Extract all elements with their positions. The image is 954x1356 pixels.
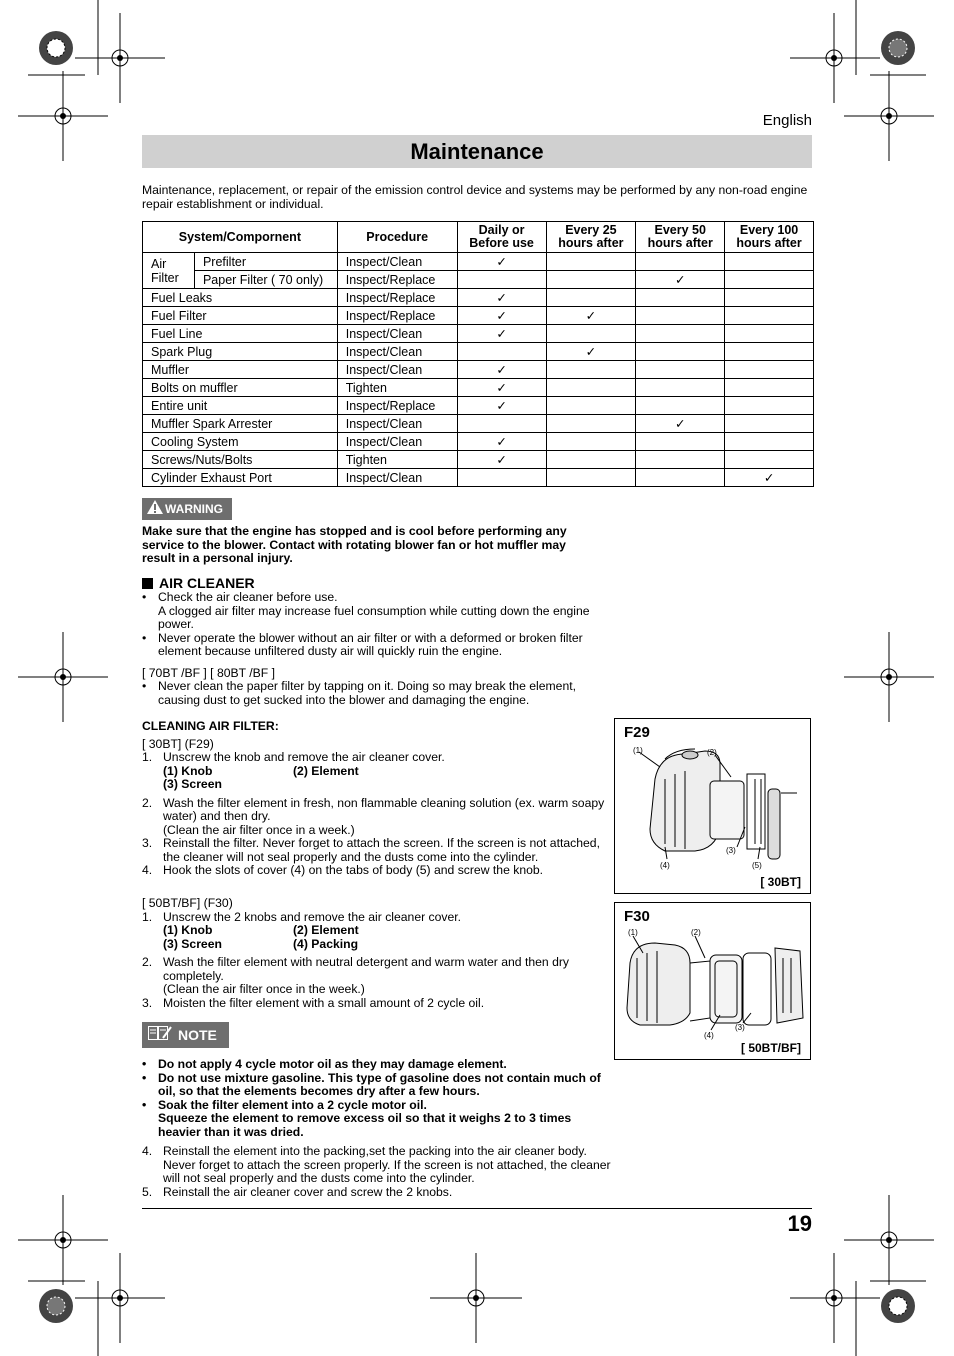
interval-cell [546,469,636,487]
list-item: • Check the air cleaner before use. A clogged air filter may increase fuel consumption while cutting down the engine power. [142,590,590,631]
intro-paragraph: Maintenance, replacement, or repair of the emission control device and systems may be performed by any non-road engine repair establishment or individual. [142,183,808,211]
table-row [143,397,814,415]
figure-caption: [ 30BT] [760,875,801,889]
step-text: Hook the slots of cover (4) on the tabs of body (5) and screw the knob. [163,863,544,877]
step-text: Wash the filter element in fresh, non flammable cleaning solution (ex. warm soapy water) and then dry. [163,795,605,823]
table-row [143,379,814,397]
interval-cell [725,325,814,343]
list-item: • Do not apply 4 cycle motor oil as they may damage element. [142,1057,507,1071]
language-label: English [762,112,812,129]
step-text: Wash the filter element with neutral detergent and warm water and then dry completely. [163,955,570,983]
interval-cell [457,397,546,415]
step-item: 2. Wash the filter element in fresh, non flammable cleaning solution (ex. warm soapy water) and then dry. (Clean the air filter once in a week.) [142,795,605,837]
interval-cell [457,451,546,469]
table-row [143,253,814,271]
figure-caption: [ 50BT/BF] [741,1041,801,1055]
table-row [143,271,814,289]
table-row [143,325,814,343]
procedure-cell: Inspect/Clean [337,433,457,451]
component-cell: Fuel Line [143,325,338,343]
check-mark-icon: ✓ [585,344,597,359]
procedure-cell: Inspect/Replace [337,271,457,289]
check-mark-icon: ✓ [496,380,507,395]
step-item: 5. Reinstall the air cleaner cover and screw the 2 knobs. [142,1184,453,1199]
interval-cell [457,343,546,361]
interval-cell [546,361,636,379]
interval-cell [725,397,814,415]
interval-cell [457,361,546,379]
note-label: NOTE [178,1027,217,1043]
table-row [143,415,814,433]
figure-f30 [614,902,811,1060]
procedure-cell: Inspect/Replace [337,307,457,325]
interval-cell [725,469,814,487]
cleaning-heading: CLEANING AIR FILTER: [142,719,279,733]
procedure-cell: Inspect/Clean [337,343,457,361]
table-row [143,433,814,451]
column-header: System/Compornent [143,222,338,253]
interval-cell [457,379,546,397]
component-cell: Muffler Spark Arrester [143,415,338,433]
callout-label: (4) [660,861,670,870]
interval-cell [636,253,725,271]
interval-cell [457,253,546,271]
step-text: Reinstall the element into the packing,set the packing into the air cleaner body. Never forget to attach the screen properly. If the screen is not attached, the cleaner will not seal properly and the dusts come into the cylinder. [163,1144,611,1185]
check-mark-icon: ✓ [496,434,507,449]
callout-label: (1) [633,746,643,755]
interval-cell [636,325,725,343]
interval-cell [546,343,636,361]
interval-cell [636,451,725,469]
interval-cell [636,361,725,379]
cleaning-section-b [142,897,612,1010]
interval-cell [546,415,636,433]
procedure-cell: Inspect/Clean [337,361,457,379]
air-cleaner-heading [142,575,255,591]
cleaning-section-a [142,720,612,878]
component-cell: Screws/Nuts/Bolts [143,451,338,469]
interval-cell [636,379,725,397]
part-label: (1) Knob [163,763,213,778]
interval-cell [457,415,546,433]
figure-f29 [614,718,811,894]
model-reference: [ 30BT] (F29) [142,736,214,751]
interval-cell [636,307,725,325]
procedure-cell: Tighten [337,379,457,397]
note-text: Soak the filter element into a 2 cycle motor oil. [158,1097,427,1112]
interval-cell [636,397,725,415]
callout-label: (5) [752,861,762,870]
parts-list [163,924,612,951]
column-header: Procedure [337,222,457,253]
step-item: 3. Reinstall the filter. Never forget to attach the screen. If the screen is not attached, the cleaner will not seal properly and the dusts come into the cylinder. [142,836,600,864]
maintenance-schedule-table [142,221,814,487]
step-text: Reinstall the air cleaner cover and screw the 2 knobs. [163,1184,453,1199]
page-number: 19 [787,1211,812,1236]
interval-cell [725,415,814,433]
check-mark-icon: ✓ [496,290,507,305]
air-cleaner-heading-text: AIR CLEANER [159,575,255,591]
note-text: Do not use mixture gasoline. This type of gasoline does not contain much of oil, so that the elements becomes dry after a few hours. [158,1070,601,1098]
interval-cell [725,307,814,325]
step-item: 2. Wash the filter element with neutral detergent and warm water and then dry completely. (Clean the air filter once in the week.) [142,955,570,996]
step-text: Moisten the filter element with a small amount of 2 cycle oil. [163,995,485,1010]
interval-cell [636,271,725,289]
page-title: Maintenance [142,135,812,168]
bullet-text: Never operate the blower without an air filter or with a deformed or broken filter element because unfiltered dusty air will quickly ruin the engine. [158,630,583,658]
interval-cell [457,433,546,451]
air-cleaner-bullets [142,591,612,707]
parts-list [163,765,612,792]
step-text: Unscrew the knob and remove the air cleaner cover. [163,750,445,764]
interval-cell [546,289,636,307]
interval-cell [457,469,546,487]
table-header-row [143,222,814,253]
bullet-text: Check the air cleaner before use. [158,590,338,604]
callout-label: (2) [691,928,701,937]
list-item: • Do not use mixture gasoline. This type of gasoline does not contain much of oil, so that the elements becomes dry after a few hours. [142,1070,601,1098]
component-cell: Prefilter [194,253,337,271]
interval-cell [457,289,546,307]
table-row [143,307,814,325]
part-label: (3) Screen [163,777,222,791]
column-header: Daily or Before use [457,222,546,253]
procedure-cell: Inspect/Clean [337,325,457,343]
interval-cell [636,469,725,487]
callout-label: (3) [735,1023,745,1032]
interval-cell [546,271,636,289]
component-cell: Cooling System [143,433,338,451]
check-mark-icon: ✓ [763,470,775,485]
list-item: • Soak the filter element into a 2 cycle motor oil. Squeeze the element to remove excess oil so that it weighs 2 to 3 times heavier than it was dried. [142,1097,572,1139]
component-cell: Cylinder Exhaust Port [143,469,338,487]
table-row [143,469,814,487]
interval-cell [546,397,636,415]
table-row [143,343,814,361]
warning-triangle-icon [147,499,163,521]
figure-title: F30 [624,908,650,925]
step-item: 1. Unscrew the knob and remove the air cleaner cover. (1) Knob (2) Element (3) Screen [142,751,612,792]
component-cell: Fuel Leaks [143,289,338,307]
step-item: 1. Unscrew the 2 knobs and remove the air cleaner cover. (1) Knob (2) Element (3) Screen (4) Packing [142,911,612,952]
interval-cell [457,271,546,289]
callout-label: (3) [726,846,736,855]
step-item: 4. Hook the slots of cover (4) on the tabs of body (5) and screw the knob. [142,863,544,877]
part-label: (2) Element [293,923,359,937]
interval-cell [725,289,814,307]
check-mark-icon: ✓ [496,362,507,377]
model-reference: [ 70BT /BF ] [ 80BT /BF ] [142,665,275,680]
model-reference: [ 50BT/BF] (F30) [142,896,233,910]
procedure-cell: Inspect/Replace [337,397,457,415]
interval-cell [636,289,725,307]
part-label: (3) Screen [163,936,222,951]
warning-badge [142,498,232,520]
interval-cell [725,361,814,379]
interval-cell [546,451,636,469]
interval-cell [636,415,725,433]
table-row [143,289,814,307]
procedure-cell: Inspect/Replace [337,289,457,307]
check-mark-icon: ✓ [496,452,507,467]
bullet-text: Never clean the paper filter by tapping on it. Doing so may break the element, causing dust to get sucked into the blower and damaging the engine. [158,679,576,707]
check-mark-icon: ✓ [496,254,507,269]
interval-cell [457,325,546,343]
procedure-cell: Inspect/Clean [337,415,457,433]
check-mark-icon: ✓ [496,308,507,323]
list-item: • Never operate the blower without an air filter or with a deformed or broken filter element because unfiltered dusty air will quickly ruin the engine. [142,630,583,658]
note-text: Squeeze the element to remove excess oil so that it weighs 2 to 3 times heavier than it was dried. [158,1111,572,1139]
list-item: • Never clean the paper filter by tapping on it. Doing so may break the element, causing dust to get sucked into the blower and damaging the engine. [142,679,576,707]
table-row [143,361,814,379]
check-mark-icon: ✓ [674,272,686,287]
callout-label: (2) [707,748,717,757]
interval-cell [636,343,725,361]
step-text: (Clean the air filter once in a week.) [163,822,355,837]
figure-title: F29 [624,724,650,741]
warning-label: WARNING [165,502,223,516]
interval-cell [546,433,636,451]
interval-cell [636,433,725,451]
table-row [143,451,814,469]
interval-cell [725,253,814,271]
component-cell: Fuel Filter [143,307,338,325]
air-filter-group-cell: Air Filter [143,253,195,289]
column-header: Every 25 hours after [546,222,636,253]
check-mark-icon: ✓ [585,308,597,323]
part-label: (2) Element [293,763,359,778]
interval-cell [457,307,546,325]
interval-cell [725,379,814,397]
step-text: Reinstall the filter. Never forget to attach the screen. If the screen is not attached, the cleaner will not seal properly and the dusts come into the cylinder. [163,836,600,864]
part-label: (1) Knob [163,923,213,937]
interval-cell [725,343,814,361]
note-text: Do not apply 4 cycle motor oil as they may damage element. [158,1057,507,1071]
callout-label: (1) [628,928,638,937]
book-pencil-icon [148,1023,172,1049]
interval-cell [546,307,636,325]
interval-cell [546,253,636,271]
component-cell: Entire unit [143,397,338,415]
step-text: Unscrew the 2 knobs and remove the air cleaner cover. [163,909,462,924]
component-cell: Bolts on muffler [143,379,338,397]
step-item: 4. Reinstall the element into the packing,set the packing into the air cleaner body. Never forget to attach the screen properly. If the screen is not attached, the cleaner will not seal properly and the dusts come into the cylinder. [142,1144,611,1185]
footer-rule [142,1208,812,1209]
check-mark-icon: ✓ [674,416,686,431]
component-cell: Paper Filter ( 70 only) [194,271,337,289]
interval-cell [546,379,636,397]
procedure-cell: Tighten [337,451,457,469]
square-bullet-icon [142,578,153,589]
interval-cell [725,271,814,289]
part-label: (4) Packing [293,936,359,951]
final-steps [142,1145,612,1199]
callout-label: (4) [704,1031,714,1040]
warning-text: Make sure that the engine has stopped and is cool before performing any service to the blower. Contact with rotating blower fan or hot muffler may result in a personal injury. [142,524,567,565]
check-mark-icon: ✓ [496,398,507,413]
notes-list [142,1058,612,1139]
interval-cell [725,451,814,469]
procedure-cell: Inspect/Clean [337,469,457,487]
procedure-cell: Inspect/Clean [337,253,457,271]
step-text: (Clean the air filter once in the week.) [163,982,365,996]
column-header: Every 100 hours after [725,222,814,253]
interval-cell [546,325,636,343]
component-cell: Muffler [143,361,338,379]
component-cell: Spark Plug [143,343,338,361]
interval-cell [725,433,814,451]
step-item: 3. Moisten the filter element with a small amount of 2 cycle oil. [142,995,485,1010]
check-mark-icon: ✓ [496,326,507,341]
column-header: Every 50 hours after [636,222,725,253]
note-badge [142,1022,229,1048]
air-cleaner-exploded-diagram [615,719,810,893]
bullet-text: A clogged air filter may increase fuel consumption while cutting down the engine power. [158,603,590,631]
